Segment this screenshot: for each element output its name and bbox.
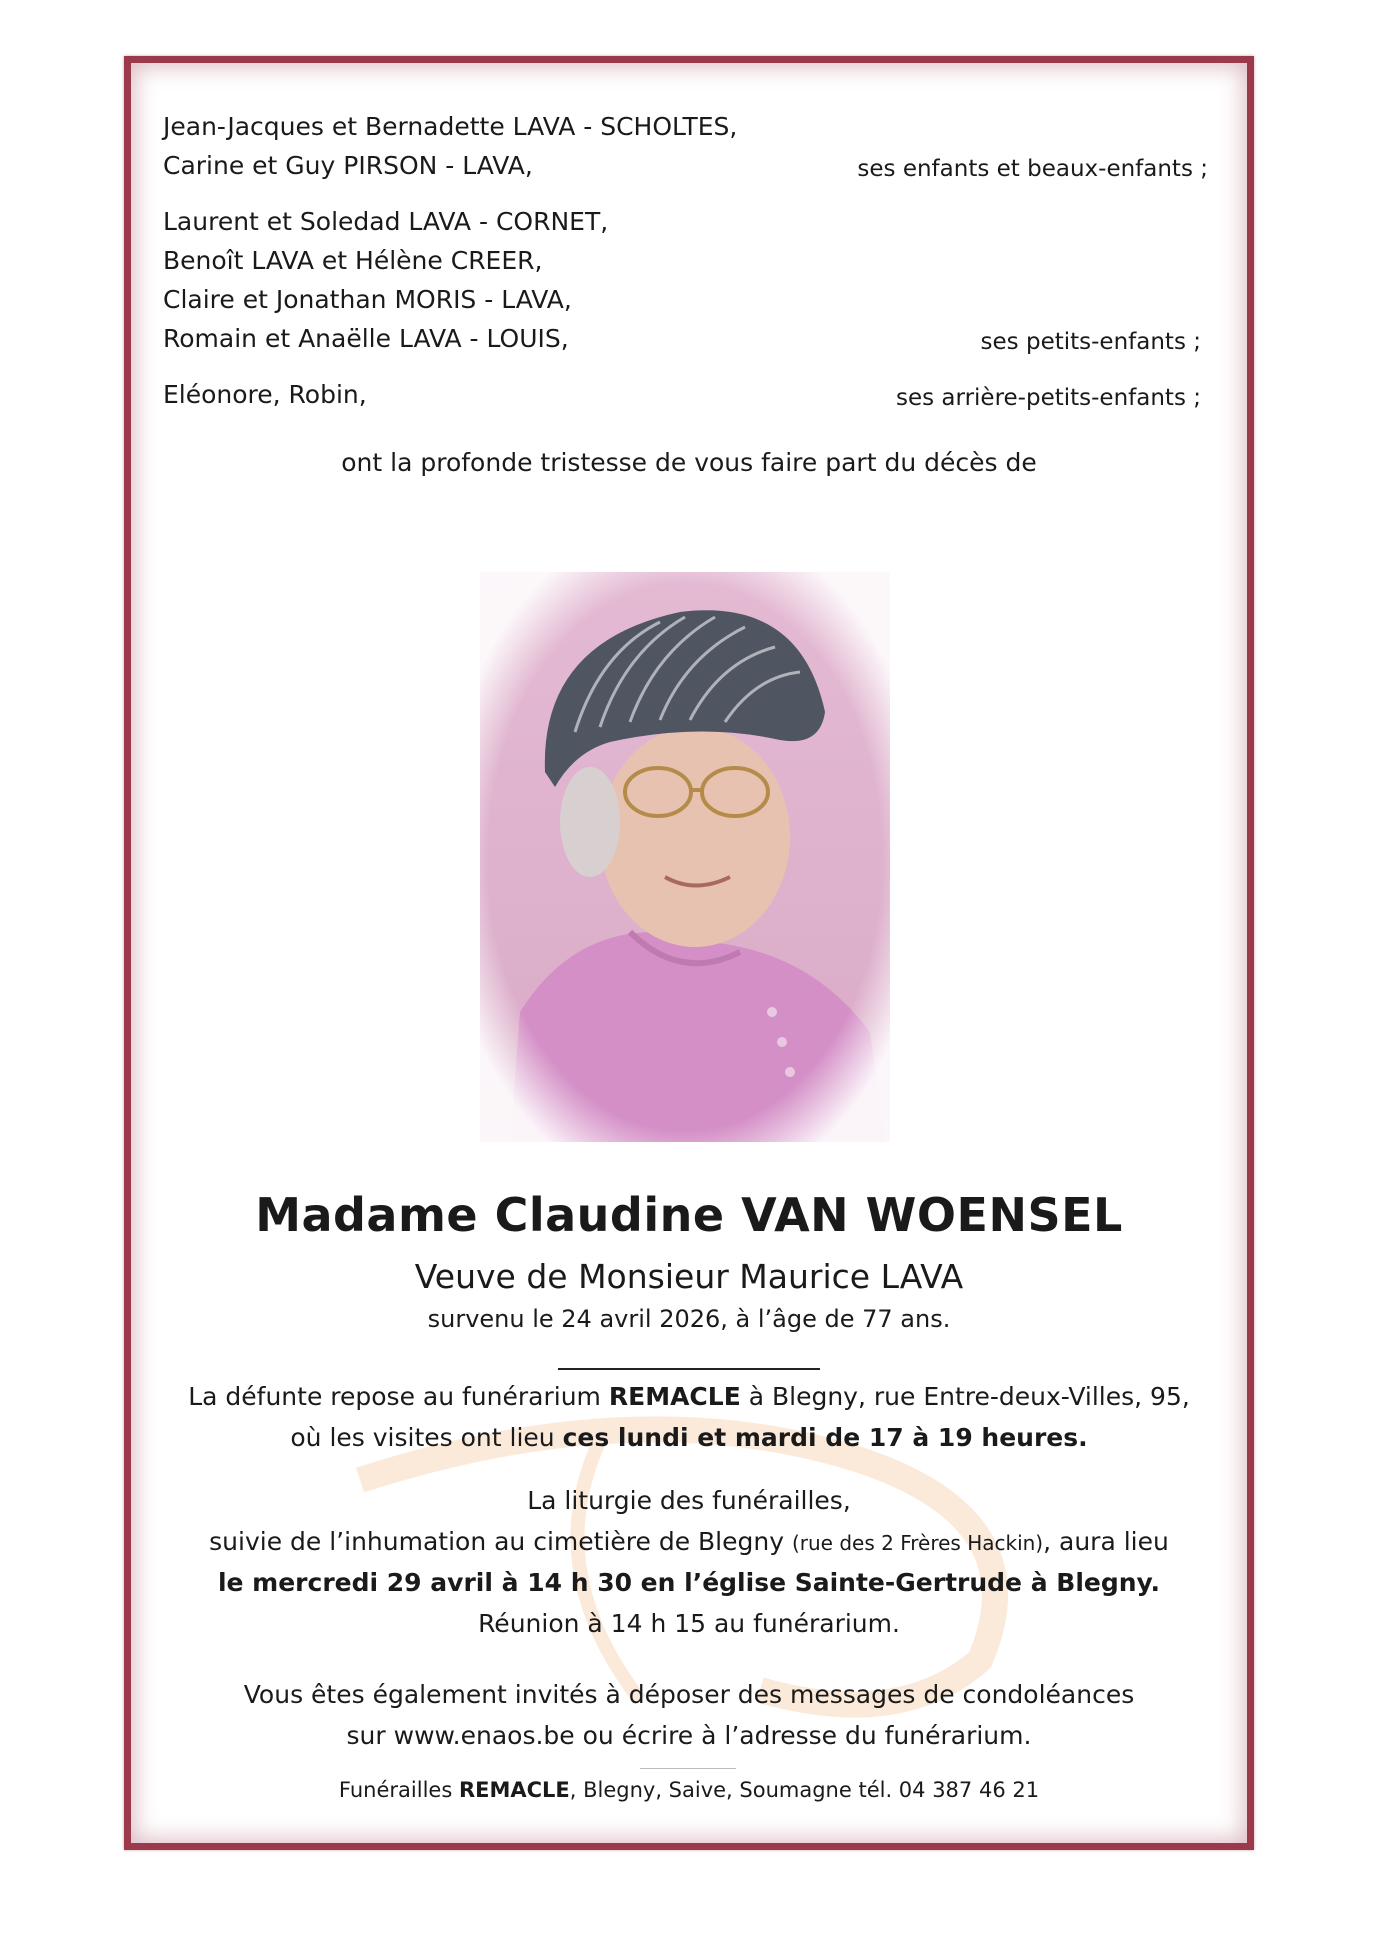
portrait-photo (480, 572, 890, 1142)
visit-line-2: où les visites ont lieu ces lundi et mardi de 17 à 19 heures. (290, 1423, 1088, 1452)
condolences-line-2: sur www.enaos.be ou écrire à l’adresse du funérarium. (346, 1721, 1032, 1750)
footer-text: Funérailles REMACLE, Blegny, Saive, Soumagne tél. 04 387 46 21 (338, 1778, 1040, 1802)
family-grandchild-2: Benoît LAVA et Hélène CREER, (163, 246, 543, 275)
family-child-1: Jean-Jacques et Bernadette LAVA - SCHOLTES, (163, 112, 738, 141)
visit-line-1: La défunte repose au funérarium REMACLE à Blegny, rue Entre-deux-Villes, 95, (188, 1382, 1190, 1411)
family-grandchild-3: Claire et Jonathan MORIS - LAVA, (163, 285, 572, 314)
death-date: survenu le 24 avril 2026, à l’âge de 77 ans. (427, 1305, 951, 1333)
family-great-grandchildren: Eléonore, Robin, (163, 380, 367, 409)
intro-text: ont la profonde tristesse de vous faire part du décès de (341, 448, 1037, 477)
deceased-name: Madame Claudine VAN WOENSEL (255, 1188, 1123, 1242)
widow-of: Veuve de Monsieur Maurice LAVA (414, 1257, 964, 1296)
condolences-line-1: Vous êtes également invités à déposer des messages de condoléances (243, 1680, 1135, 1709)
liturgy-line-2: suivie de l’inhumation au cimetière de Blegny (rue des 2 Frères Hackin), aura lieu (209, 1527, 1169, 1556)
family-grandchild-1: Laurent et Soledad LAVA - CORNET, (163, 207, 609, 236)
footer-divider (640, 1768, 736, 1769)
great-grandchildren-role: ses arrière-petits-enfants ; (896, 385, 1201, 411)
family-grandchild-4: Romain et Anaëlle LAVA - LOUIS, (163, 324, 569, 353)
divider (558, 1368, 820, 1370)
family-child-2: Carine et Guy PIRSON - LAVA, (163, 151, 533, 180)
liturgy-line-1: La liturgie des funérailles, (527, 1486, 851, 1515)
grandchildren-role: ses petits-enfants ; (980, 329, 1201, 355)
children-role: ses enfants et beaux-enfants ; (857, 156, 1208, 182)
liturgy-line-4: Réunion à 14 h 15 au funérarium. (478, 1609, 900, 1638)
liturgy-line-3: le mercredi 29 avril à 14 h 30 en l’église Sainte-Gertrude à Blegny. (217, 1568, 1161, 1597)
